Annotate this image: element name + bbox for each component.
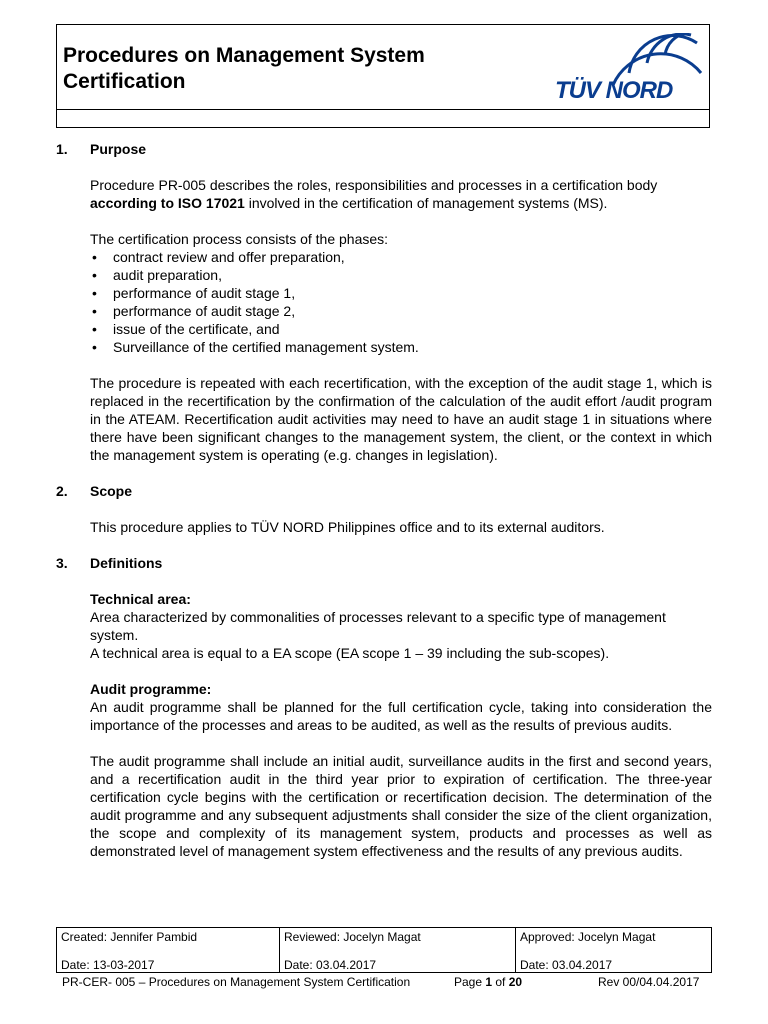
phases-list xyxy=(90,248,712,356)
created-cell xyxy=(57,928,279,972)
recertification-paragraph: The procedure is repeated with each recertification, with the exception of the audit stage 1, which is replaced in the recertification by the confirmation of the calculation of the audit effort /audit program in the ATEAM. Recertification audit activities may need to have an audit stage 1 in situations where there have been significant changes to the management system, the client, or the context in which the management system is operating (e.g. changes in legislation). xyxy=(90,375,712,463)
audit-programme-heading: Audit programme: xyxy=(90,681,212,697)
purpose-text: Procedure PR-005 describes the roles, responsibilities and processes in a certification body xyxy=(90,177,658,193)
title-line-1: Procedures on Management System xyxy=(63,44,425,67)
document-header xyxy=(56,24,710,128)
audit-programme-paragraph-2: The audit programme shall include an initial audit, surveillance audits in the first and second years, and a recertification audit in the third year prior to expiration of certification. The three-year certification cycle begins with the certification or recertification decision. The determination of the audit programme and any subsequent adjustments shall consider the size of the client organization, the scope and complexity of its management system, products and processes as well as demonstrated level of management system effectiveness and the results of any previous audits. xyxy=(90,753,712,859)
section-title: Purpose xyxy=(90,141,147,157)
list-item: • performance of audit stage 1, xyxy=(90,284,712,302)
reviewed-date: Date: 03.04.2017 xyxy=(284,958,377,972)
reviewed-cell xyxy=(279,928,515,972)
section-number: 3. xyxy=(56,555,68,571)
logo-text: TÜV NORD xyxy=(555,77,673,104)
created-by: Created: Jennifer Pambid xyxy=(61,930,198,944)
list-item: • audit preparation, xyxy=(90,266,712,284)
section-title: Definitions xyxy=(90,555,163,571)
document-reference: PR-CER- 005 – Procedures on Management System Certification xyxy=(62,975,411,989)
phases-intro: The certification process consists of the phases: xyxy=(90,231,389,247)
iso-reference: according to ISO 17021 xyxy=(90,195,245,211)
section-title: Scope xyxy=(90,483,133,499)
approval-table xyxy=(56,927,712,973)
revision-label: Rev 00/04.04.2017 xyxy=(598,975,700,989)
section-heading-definitions xyxy=(56,554,712,572)
purpose-content xyxy=(90,176,712,464)
title-line-2: Certification xyxy=(63,70,186,93)
purpose-paragraph-1 xyxy=(90,176,712,212)
page-of: of xyxy=(492,975,509,989)
section-number: 1. xyxy=(56,141,68,157)
page-label: Page xyxy=(454,975,486,989)
section-heading-scope xyxy=(56,482,712,500)
technical-area-heading: Technical area: xyxy=(90,591,191,607)
header-divider xyxy=(57,109,709,110)
reviewed-by: Reviewed: Jocelyn Magat xyxy=(284,930,421,944)
created-date: Date: 13-03-2017 xyxy=(61,958,155,972)
audit-programme-paragraph-1: An audit programme shall be planned for the full certification cycle, taking into consideration the importance of the processes and areas to be audited, as well as the results of previous audits. xyxy=(90,699,712,733)
approved-date: Date: 03.04.2017 xyxy=(520,958,613,972)
section-heading-purpose xyxy=(56,140,712,158)
list-item: • performance of audit stage 2, xyxy=(90,302,712,320)
list-item: • Surveillance of the certified management system. xyxy=(90,338,712,356)
purpose-text-cont: involved in the certification of management systems (MS). xyxy=(244,195,608,211)
page-total: 20 xyxy=(508,975,523,989)
technical-area-text-1: Area characterized by commonalities of processes relevant to a specific type of management system. xyxy=(90,609,666,643)
page-current: 1 xyxy=(485,975,493,989)
document-body xyxy=(56,140,712,860)
page-title xyxy=(63,43,523,95)
technical-area-text-2: A technical area is equal to a EA scope (EA scope 1 – 39 including the sub-scopes). xyxy=(90,645,610,661)
approved-by: Approved: Jocelyn Magat xyxy=(520,930,656,944)
section-number: 2. xyxy=(56,483,68,499)
list-item: • issue of the certificate, and xyxy=(90,320,712,338)
definitions-content xyxy=(90,590,712,860)
scope-paragraph: This procedure applies to TÜV NORD Philippines office and to its external auditors. xyxy=(90,519,605,535)
approved-cell xyxy=(515,928,711,972)
page-number xyxy=(454,975,522,989)
list-item: • contract review and offer preparation, xyxy=(90,248,712,266)
tuv-nord-logo xyxy=(551,33,707,103)
